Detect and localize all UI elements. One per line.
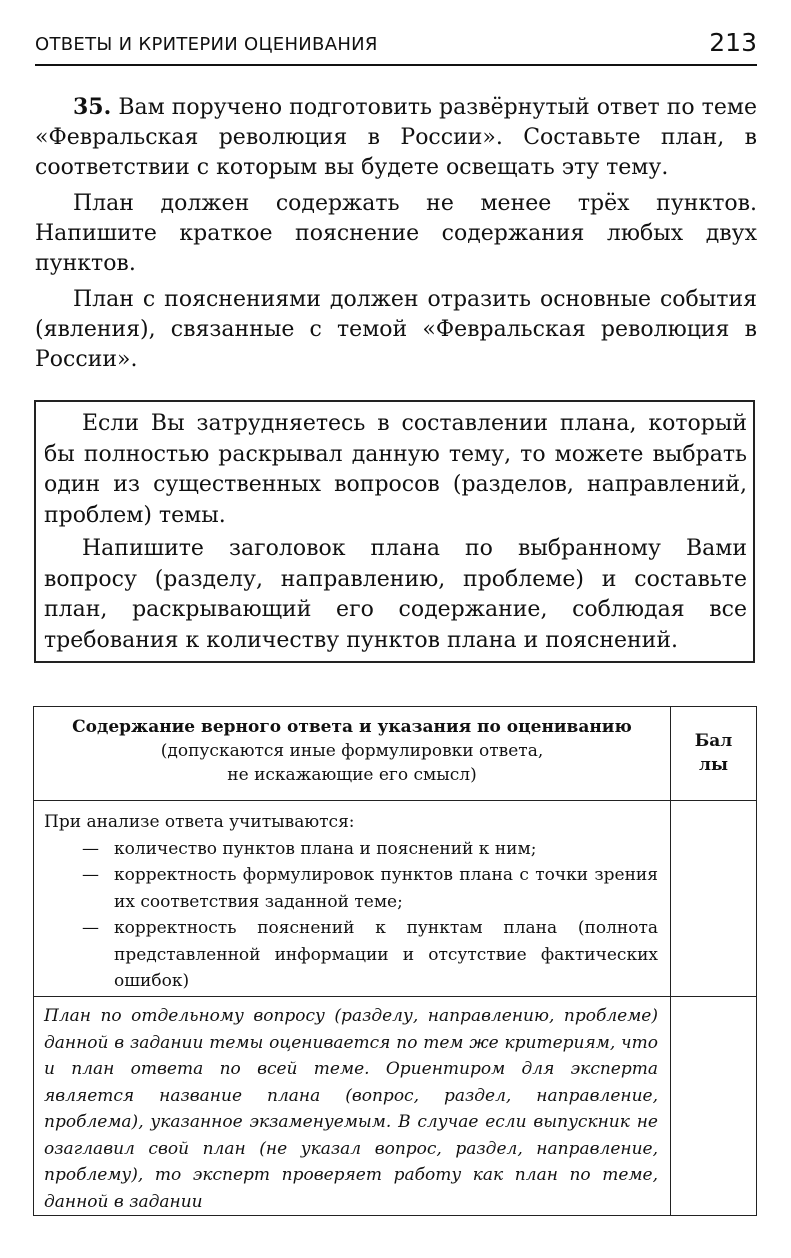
criteria-table [33, 706, 757, 1216]
task-paragraph-3: План с пояснениями должен отразить основные события (явления), связанные с темой «Февральская революция в России». [35, 287, 757, 372]
header-title: ОТВЕТЫ И КРИТЕРИИ ОЦЕНИВАНИЯ [35, 34, 378, 55]
list-item [44, 862, 658, 915]
task-number: 35. [73, 94, 112, 120]
table-row [34, 801, 757, 997]
header-points-cell [671, 707, 757, 801]
header-content-line-3: не искажающие его смысл) [227, 765, 477, 785]
running-header [35, 28, 757, 66]
header-points-label: Баллы [694, 731, 733, 775]
analysis-points-cell [671, 801, 757, 997]
note-cell: План по отдельному вопросу (разделу, направлению, проблеме) данной в задании темы оценивается по тем же критериям, что и план ответа по всей теме. Ориентиром для эксперта является название плана (вопрос, раздел, направление, проблема), указанное экзаменуемым. В случае если выпускник не озаглавил свой план (не указал вопрос, раздел, направление, проблему), то эксперт проверяет работу как план по теме, данной в задании [34, 997, 671, 1216]
list-item [44, 915, 658, 995]
table-row [34, 997, 757, 1216]
table-header-row [34, 707, 757, 801]
task-paragraph-1-text: Вам поручено подготовить развёрнутый ответ по теме «Февральская революция в России». Составьте план, в соответствии с которым вы будете освещать эту тему. [35, 95, 757, 180]
list-item [44, 836, 658, 863]
task-paragraph-1 [35, 92, 757, 183]
header-content-cell [34, 707, 671, 801]
header-content-title: Содержание верного ответа и указания по оцениванию [72, 717, 632, 737]
task-paragraph-2: План должен содержать не менее трёх пунктов. Напишите краткое пояснение содержания любых двух пунктов. [35, 191, 757, 276]
hint-paragraph-1: Если Вы затрудняетесь в составлении плана, который бы полностью раскрывал данную тему, то можете выбрать один из существенных вопросов (разделов, направлений, проблем) темы. [44, 411, 747, 528]
analysis-item-1: количество пунктов плана и пояснений к ним; [114, 838, 537, 859]
hint-box [34, 400, 755, 663]
analysis-item-2: корректность формулировок пунктов плана с точки зрения их соответствия заданной теме; [114, 865, 658, 912]
page-number: 213 [709, 28, 757, 57]
analysis-cell [34, 801, 671, 997]
analysis-item-3: корректность пояснений к пунктам плана (полнота представленной информации и отсутствие фактических ошибок) [114, 918, 658, 991]
hint-paragraph-2: Напишите заголовок плана по выбранному Вами вопросу (разделу, направлению, проблеме) и составьте план, раскрывающий его содержание, соблюдая все требования к количеству пунктов плана и пояснений. [44, 536, 747, 653]
analysis-list [44, 836, 658, 995]
analysis-intro: При анализе ответа учитываются: [44, 812, 355, 832]
header-content-line-2: (допускаются иные формулировки ответа, [160, 741, 544, 761]
dash-marker: — [82, 838, 99, 859]
task-text [35, 92, 757, 381]
dash-marker: — [82, 918, 99, 938]
note-points-cell [671, 997, 757, 1216]
dash-marker: — [82, 865, 99, 885]
